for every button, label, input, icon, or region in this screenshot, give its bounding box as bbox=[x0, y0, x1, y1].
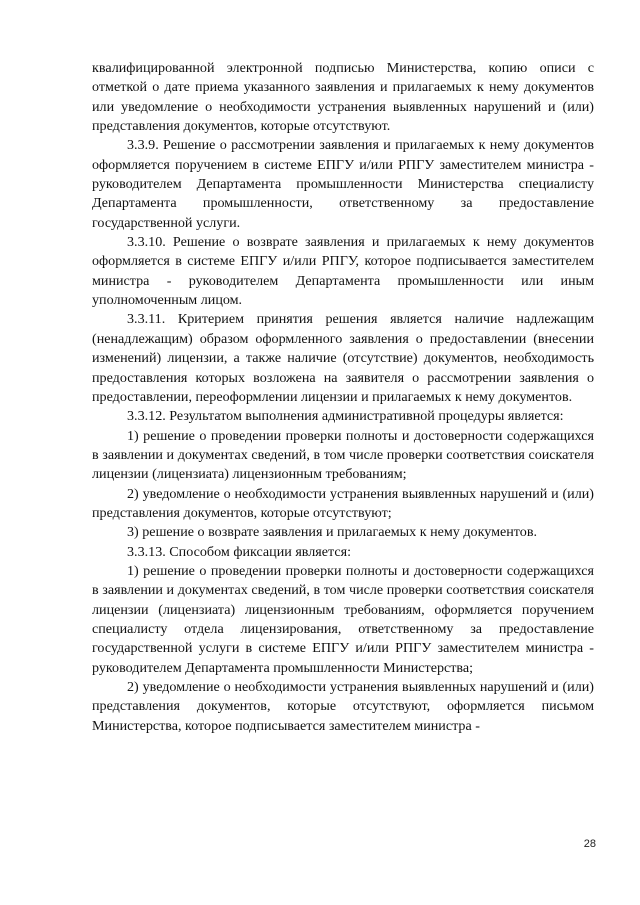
paragraph-3-3-12-item-3: 3) решение о возврате заявления и прилагаемых к нему документов. bbox=[127, 524, 537, 541]
paragraph-3-3-10: 3.3.10. Решение о возврате заявления и прилагаемых к нему документов оформляется в системе ЕПГУ и/или РПГУ, которое подписывается заместителем министра - руководителем Департамента промышленности или иным уполномоченным лицом. bbox=[92, 234, 594, 309]
page-number: 28 bbox=[583, 838, 596, 850]
paragraph-3-3-13-item-2: 2) уведомление о необходимости устранения выявленных нарушений и (или) представления документов, которые отсутствуют, оформляется письмом Министерства, которое подписывается заместителем министра - bbox=[92, 679, 594, 734]
paragraph-3-3-12-item-1: 1) решение о проведении проверки полноты и достоверности содержащихся в заявлении и документах сведений, в том числе проверки соответствия соискателя лицензии (лицензиата) лицензионным требованиям; bbox=[92, 427, 594, 483]
paragraph-3-3-13: 3.3.13. Способом фиксации является: bbox=[127, 543, 352, 560]
document-body bbox=[92, 59, 594, 736]
paragraph-3-3-13-item-1: 1) решение о проведении проверки полноты и достоверности содержащихся в заявлении и документах сведений, в том числе проверки соответствия соискателя лицензии (лицензиата) лицензионным требованиям, оформляется поручением специалисту отдела лицензирования, ответственному за предоставление государственной услуги в системе ЕПГУ и/или РПГУ заместителем министра - руководителем Департамента промышленности Министерства; bbox=[92, 562, 594, 676]
paragraph-1: квалифицированной электронной подписью Министерства, копию описи с отметкой о дате приема указанного заявления и прилагаемых к нему документов или уведомление о необходимости устранения выявленных нарушений и (или) представления документов, которые отсутствуют. bbox=[92, 60, 594, 135]
paragraph-3-3-9: 3.3.9. Решение о рассмотрении заявления и прилагаемых к нему документов оформляется поручением в системе ЕПГУ и/или РПГУ заместителем министра - руководителем Департамента промышленности Министерства специалисту Департамента промышленности, ответственному за предоставление государственной услуги. bbox=[92, 137, 594, 231]
paragraph-3-3-11: 3.3.11. Критерием принятия решения является наличие надлежащим (ненадлежащим) образом оформленного заявления о предоставлении (внесении изменений) лицензии, а также наличие (отсутствие) документов, необходимость предоставления которых возложена на заявителя о рассмотрении заявления о предоставлении, переоформлении лицензии и прилагаемых к нему документов. bbox=[92, 311, 594, 405]
paragraph-3-3-12-item-2: 2) уведомление о необходимости устранения выявленных нарушений и (или) представления документов, которые отсутствуют; bbox=[92, 485, 594, 521]
paragraph-3-3-12: 3.3.12. Результатом выполнения административной процедуры является: bbox=[127, 408, 564, 425]
